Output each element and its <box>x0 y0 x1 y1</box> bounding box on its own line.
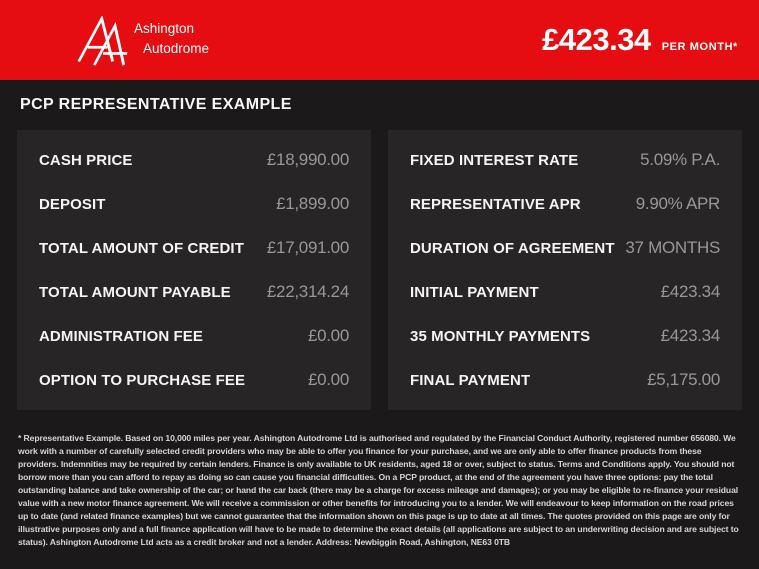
row-label: 35 MONTHLY PAYMENTS <box>410 327 591 345</box>
row-value: £17,091.00 <box>266 238 349 257</box>
table-row <box>39 238 349 258</box>
dealer-name <box>134 19 209 60</box>
row-value: £423.34 <box>660 326 720 345</box>
row-label: INITIAL PAYMENT <box>410 283 539 301</box>
dealer-name-line2: Autodrome <box>143 41 210 56</box>
row-label: TOTAL AMOUNT PAYABLE <box>39 283 231 301</box>
finance-panels <box>17 130 742 410</box>
row-label: FINAL PAYMENT <box>410 371 531 389</box>
monthly-price-amount: £423.34 <box>542 22 651 57</box>
dealer-name-line1: Ashington <box>134 20 195 36</box>
row-value: £18,990.00 <box>266 150 349 169</box>
monthly-price <box>542 22 738 58</box>
table-row <box>410 370 720 390</box>
row-label: DURATION OF AGREEMENT <box>410 239 615 257</box>
dealer-logo <box>76 14 209 66</box>
table-row <box>410 194 720 214</box>
table-row <box>410 282 720 302</box>
row-label: FIXED INTEREST RATE <box>410 151 579 169</box>
row-label: OPTION TO PURCHASE FEE <box>39 371 246 389</box>
table-row <box>410 238 720 258</box>
row-value: £423.34 <box>660 282 720 301</box>
table-row <box>39 282 349 302</box>
table-row <box>39 326 349 346</box>
finance-panel-left <box>17 130 371 410</box>
row-label: CASH PRICE <box>39 151 133 169</box>
table-row <box>39 150 349 170</box>
row-value: £0.00 <box>307 326 349 345</box>
row-label: REPRESENTATIVE APR <box>410 195 581 213</box>
table-row <box>39 194 349 214</box>
row-label: TOTAL AMOUNT OF CREDIT <box>39 239 244 257</box>
dealer-logo-aa-icon <box>76 16 130 66</box>
row-value: 37 MONTHS <box>625 238 720 257</box>
row-value: 9.90% APR <box>635 194 720 213</box>
table-row <box>410 326 720 346</box>
header-banner <box>0 0 759 80</box>
row-value: £22,314.24 <box>266 282 349 301</box>
row-label: DEPOSIT <box>39 195 106 213</box>
row-value: 5.09% P.A. <box>640 150 720 169</box>
row-label: ADMINISTRATION FEE <box>39 327 204 345</box>
page-title: PCP REPRESENTATIVE EXAMPLE <box>20 96 292 113</box>
row-value: £0.00 <box>307 370 349 389</box>
monthly-price-suffix: PER MONTH* <box>661 41 738 53</box>
table-row <box>410 150 720 170</box>
finance-panel-right <box>388 130 742 410</box>
table-row <box>39 370 349 390</box>
row-value: £5,175.00 <box>647 370 720 389</box>
disclaimer-text: * Representative Example. Based on 10,000 miles per year. Ashington Autodrome Ltd is authorised and regulated by the Financial Conduct Authority, registered number 656080. We work with a number of carefully selected credit providers who may be able to offer you finance for your purchase, and we are only able to offer finance products from these providers. Indemnities may be required by certain lenders. Finance is only available to UK residents, aged 18 or over, subject to status. Terms and Conditions apply. You should not borrow more than you can afford to repay as doing so can cause you financial difficulties. On a PCP product, at the end of the agreement you have three options: pay the total outstanding balance and take ownership of the car; or hand the car back (there may be a charge for excess mileage and damages); or you may be eligible to re-finance your residual value with a new motor finance agreement. We will receive a commission or other benefits for introducing you to a lender. We will endeavour to keep information on the road prices up to date (and related finance examples) but we cannot guarantee that the information shown on this page is up to date at all times. The quotes provided on this page are only for illustrative purposes only and a full finance application will have to be made to determine the exact details (all applications are subject to an underwriting decision and are subject to status). Ashington Autodrome Ltd acts as a credit broker and not a lender. Address: Newbiggin Road, Ashington, NE63 0TB <box>18 433 739 547</box>
row-value: £1,899.00 <box>276 194 349 213</box>
